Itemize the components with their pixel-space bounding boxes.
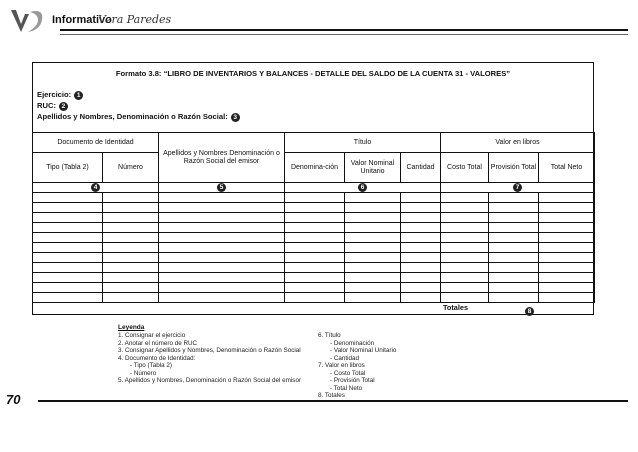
brand-name: Informativo — [52, 14, 112, 26]
table-cell — [345, 213, 401, 223]
table-cell — [33, 273, 103, 283]
table-cell — [285, 253, 345, 263]
field-ruc — [37, 101, 68, 111]
table-cell — [539, 273, 595, 283]
table-cell — [401, 193, 441, 203]
table-cell — [401, 243, 441, 253]
legend-item: 5. Apellidos y Nombres, Denominación o Razón Social del emisor — [118, 377, 302, 384]
table-cell — [489, 223, 539, 233]
table-cell — [103, 253, 159, 263]
table-cell — [539, 293, 595, 303]
field-ejercicio — [37, 90, 83, 100]
table-cell — [401, 213, 441, 223]
table-cell — [441, 193, 489, 203]
table-cell — [159, 203, 285, 213]
totals-badge-wrap — [525, 303, 534, 321]
table-row — [33, 213, 595, 223]
table-cell — [285, 243, 345, 253]
table-cell — [159, 243, 285, 253]
table-cell — [539, 203, 595, 213]
table-cell — [103, 213, 159, 223]
header-divider — [60, 29, 628, 31]
table-cell — [489, 293, 539, 303]
badge-cell — [159, 183, 285, 193]
number-badge: 5 — [217, 183, 226, 192]
number-badge: 8 — [525, 307, 534, 316]
table-cell — [489, 273, 539, 283]
legend-left-column — [118, 332, 308, 385]
table-cell — [159, 223, 285, 233]
table-cell — [33, 243, 103, 253]
footer-divider — [38, 400, 628, 402]
legend-subitem: - Número — [130, 369, 157, 377]
table-cell — [33, 213, 103, 223]
table-cell — [345, 253, 401, 263]
table-cell — [159, 193, 285, 203]
table-cell — [285, 213, 345, 223]
table-cell — [345, 243, 401, 253]
table-cell — [103, 243, 159, 253]
table-cell — [103, 293, 159, 303]
table-cell — [441, 223, 489, 233]
legend-item: 8. Totales — [318, 392, 345, 399]
table-body — [33, 193, 595, 303]
table-cell — [401, 283, 441, 293]
table-cell — [441, 213, 489, 223]
legend-subitem: - Valor Nominal Unitario — [330, 347, 397, 354]
table-cell — [103, 203, 159, 213]
detail-table — [32, 132, 595, 303]
table-cell — [285, 283, 345, 293]
table-cell — [441, 233, 489, 243]
table-cell — [441, 253, 489, 263]
table-cell — [401, 233, 441, 243]
badge-cell — [441, 183, 595, 193]
field-label: RUC: — [37, 101, 56, 110]
header-divider-thin — [60, 34, 628, 35]
table-cell — [489, 253, 539, 263]
table-cell — [345, 223, 401, 233]
col-tipo: Tipo (Tabla 2) — [33, 153, 103, 183]
table-cell — [103, 223, 159, 233]
col-titulo: Título — [285, 133, 441, 153]
table-cell — [539, 263, 595, 273]
table-cell — [441, 273, 489, 283]
number-badge: 7 — [513, 183, 522, 192]
table-cell — [285, 223, 345, 233]
col-apellidos-emisor: Apellidos y Nombres Denominación o Razón Social del emisor — [159, 133, 285, 183]
number-badge: 3 — [231, 113, 240, 122]
table-cell — [159, 263, 285, 273]
legend-subitem: - Cantidad — [330, 354, 360, 362]
table-cell — [401, 273, 441, 283]
page-number: 70 — [6, 392, 21, 407]
table-cell — [103, 263, 159, 273]
legend-subitem: - Tipo (Tabla 2) — [130, 362, 172, 369]
legend-subitem: - Total Neto — [330, 384, 363, 392]
table-cell — [401, 203, 441, 213]
table-row — [33, 193, 595, 203]
col-provision-total: Provisión Total — [489, 153, 539, 183]
table-cell — [401, 293, 441, 303]
table-cell — [33, 283, 103, 293]
table-cell — [159, 293, 285, 303]
legend-right-column — [318, 332, 458, 400]
table-cell — [285, 203, 345, 213]
legend-item: 3. Consignar Apellidos y Nombres, Denominación o Razón Social — [118, 347, 301, 354]
table-cell — [159, 213, 285, 223]
legend-subitem: - Provisión Total — [330, 377, 375, 384]
table-cell — [159, 273, 285, 283]
table-cell — [345, 193, 401, 203]
table-cell — [285, 263, 345, 273]
legend-item: 6. Título — [318, 332, 341, 339]
column-badge-row — [33, 183, 595, 193]
number-badge: 2 — [59, 102, 68, 111]
table-cell — [489, 283, 539, 293]
col-valor-nominal: Valor Nominal Unitario — [345, 153, 401, 183]
table-cell — [33, 203, 103, 213]
legend-title: Leyenda — [118, 324, 145, 331]
col-cantidad: Cantidad — [401, 153, 441, 183]
table-cell — [441, 263, 489, 273]
table-cell — [345, 283, 401, 293]
field-label: Apellidos y Nombres, Denominación o Razón Social: — [37, 112, 228, 121]
table-cell — [159, 233, 285, 243]
table-cell — [345, 203, 401, 213]
table-cell — [539, 283, 595, 293]
table-cell — [103, 233, 159, 243]
table-row — [33, 263, 595, 273]
table-cell — [33, 253, 103, 263]
table-cell — [401, 223, 441, 233]
number-badge: 4 — [91, 183, 100, 192]
form-title: Formato 3.8: “LIBRO DE INVENTARIOS Y BALANCES - DETALLE DEL SALDO DE LA CUENTA 31 - VALORES” — [115, 69, 511, 78]
table-cell — [345, 263, 401, 273]
number-badge: 6 — [358, 183, 367, 192]
table-cell — [285, 293, 345, 303]
legend-item: 1. Consignar el ejercicio — [118, 332, 186, 339]
table-cell — [539, 233, 595, 243]
table-cell — [285, 273, 345, 283]
legend-item: 7. Valor en libros — [318, 362, 365, 369]
table-cell — [33, 233, 103, 243]
logo-icon — [8, 6, 48, 36]
table-cell — [345, 293, 401, 303]
table-cell — [33, 293, 103, 303]
table-cell — [103, 193, 159, 203]
table-row — [33, 243, 595, 253]
legend-item: 4. Documento de Identidad: — [118, 354, 196, 362]
table-cell — [345, 273, 401, 283]
field-razon-social — [37, 112, 240, 122]
table-cell — [103, 273, 159, 283]
table-cell — [159, 253, 285, 263]
col-valor-libros: Valor en libros — [441, 133, 595, 153]
col-numero: Número — [103, 153, 159, 183]
table-cell — [33, 193, 103, 203]
table-cell — [285, 233, 345, 243]
table-cell — [441, 293, 489, 303]
table-cell — [159, 283, 285, 293]
table-cell — [489, 213, 539, 223]
table-cell — [401, 263, 441, 273]
table-cell — [489, 243, 539, 253]
table-cell — [539, 213, 595, 223]
table-cell — [345, 233, 401, 243]
col-documento-identidad: Documento de Identidad — [33, 133, 159, 153]
table-cell — [441, 203, 489, 213]
legend-item: 2. Anotar el número de RUC — [118, 339, 198, 347]
totals-label: Totales — [443, 303, 469, 312]
table-row — [33, 273, 595, 283]
badge-cell — [33, 183, 159, 193]
table-cell — [401, 253, 441, 263]
legend-subitem: - Denominación — [330, 339, 375, 347]
table-row — [33, 253, 595, 263]
table-row — [33, 223, 595, 233]
badge-cell — [285, 183, 441, 193]
table-row — [33, 293, 595, 303]
table-cell — [33, 223, 103, 233]
number-badge: 1 — [74, 91, 83, 100]
table-cell — [539, 253, 595, 263]
legend-subitem: - Costo Total — [330, 369, 366, 377]
table-cell — [489, 263, 539, 273]
table-cell — [103, 283, 159, 293]
table-row — [33, 233, 595, 243]
table-row — [33, 283, 595, 293]
table-cell — [489, 193, 539, 203]
table-cell — [489, 233, 539, 243]
table-cell — [33, 263, 103, 273]
table-cell — [489, 203, 539, 213]
brand-author: Vera Paredes — [98, 13, 172, 26]
table-cell — [285, 193, 345, 203]
table-cell — [441, 283, 489, 293]
col-total-neto: Total Neto — [539, 153, 595, 183]
table-cell — [539, 193, 595, 203]
col-costo-total: Costo Total — [441, 153, 489, 183]
table-cell — [539, 223, 595, 233]
table-row — [33, 203, 595, 213]
table-cell — [539, 243, 595, 253]
format-form — [32, 62, 594, 315]
field-label: Ejercicio: — [37, 90, 72, 99]
col-denominacion: Denomina-ción — [285, 153, 345, 183]
table-cell — [441, 243, 489, 253]
